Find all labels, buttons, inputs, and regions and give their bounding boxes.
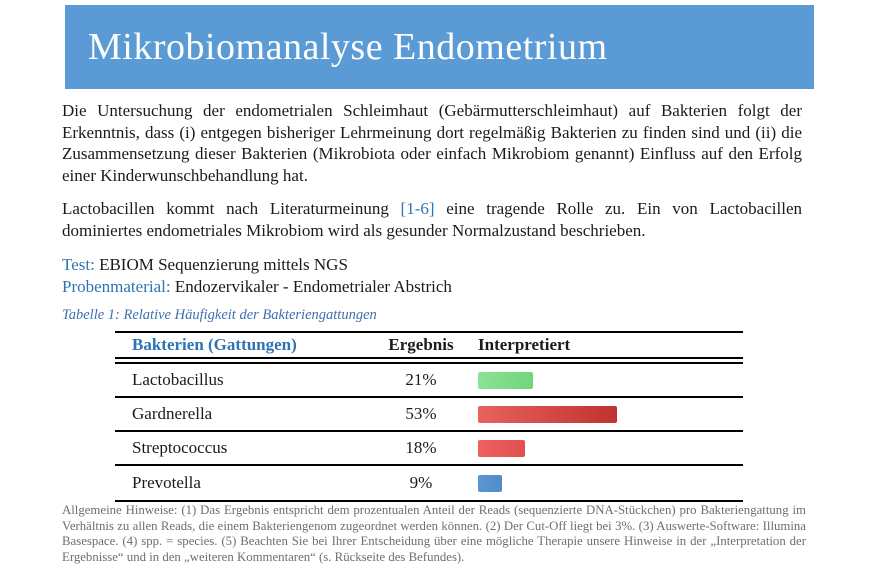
meta-block [62, 254, 802, 298]
sample-line [62, 276, 802, 298]
table-caption: Tabelle 1: Relative Häufigkeit der Bakteriengattungen [62, 307, 377, 323]
result-bar [478, 475, 502, 492]
bacteria-name: Lactobacillus [132, 370, 224, 389]
result-bar [478, 372, 533, 389]
bacteria-name: Streptococcus [132, 438, 228, 457]
table-row [115, 398, 743, 432]
column-header-result: Ergebnis [388, 335, 454, 354]
literature-text-after: eine tragende Rolle zu. Ein von Lactobacillen dominiertes endometriales Mikrobiom wird als gesunder Normalzustand beschrieben. [62, 199, 802, 240]
footer-notes: Allgemeine Hinweise: (1) Das Ergebnis entspricht dem prozentualen Anteil der Reads (sequenzierte DNA-Stückchen) pro Bakteriengattung im Verhältnis zu allen Reads, die einem Bakteriengenom zugeordnet werden können. (2) Der Cut-Off liegt bei 3%. (3) Auswerte-Software: Illumina Basespace. (4) spp. = species. (5) Beachten Sie bei Ihrer Entscheidung über eine mögliche Therapie unsere Hinweise in der „Interpretation der Ergebnisse“ und in den „weiteren Kommentaren“ (s. Rückseite des Befundes). [62, 503, 806, 564]
sample-label: Probenmaterial: [62, 277, 171, 296]
table-row [115, 432, 743, 466]
citation-link[interactable]: [1-6] [400, 199, 435, 218]
result-percent: 18% [405, 438, 437, 457]
report-title: Mikrobiomanalyse Endometrium [88, 26, 608, 68]
result-percent: 53% [405, 404, 437, 423]
result-bar [478, 406, 617, 423]
sample-value: Endozervikaler - Endometrialer Abstrich [170, 277, 452, 296]
column-header-bacteria: Bakterien (Gattungen) [132, 335, 297, 354]
result-percent: 9% [409, 473, 433, 492]
test-value: EBIOM Sequenzierung mittels NGS [94, 255, 348, 274]
report-body [62, 100, 802, 502]
table-row [115, 364, 743, 398]
table-header-row [115, 333, 743, 364]
results-table [115, 331, 743, 502]
table-row [115, 466, 743, 500]
result-bar [478, 440, 525, 457]
column-header-interpreted: Interpretiert [478, 335, 571, 354]
bacteria-name: Prevotella [132, 473, 201, 492]
test-line [62, 254, 802, 276]
report-header-banner [65, 5, 814, 89]
literature-paragraph [62, 198, 802, 241]
bacteria-name: Gardnerella [132, 404, 213, 423]
intro-paragraph: Die Untersuchung der endometrialen Schleimhaut (Gebärmutterschleimhaut) auf Bakterien folgt der Erkenntnis, dass (i) entgegen bisheriger Lehrmeinung dort regelmäßig Bakterien zu finden sind und (ii) die Zusammensetzung dieser Bakterien (Mikrobiota oder einfach Mikrobiom genannt) Einfluss auf den Erfolg einer Kinderwunschbehandlung hat. [62, 101, 802, 185]
result-percent: 21% [405, 370, 437, 389]
test-label: Test: [62, 255, 95, 274]
literature-text-before: Lactobacillen kommt nach Literaturmeinung [62, 199, 401, 218]
